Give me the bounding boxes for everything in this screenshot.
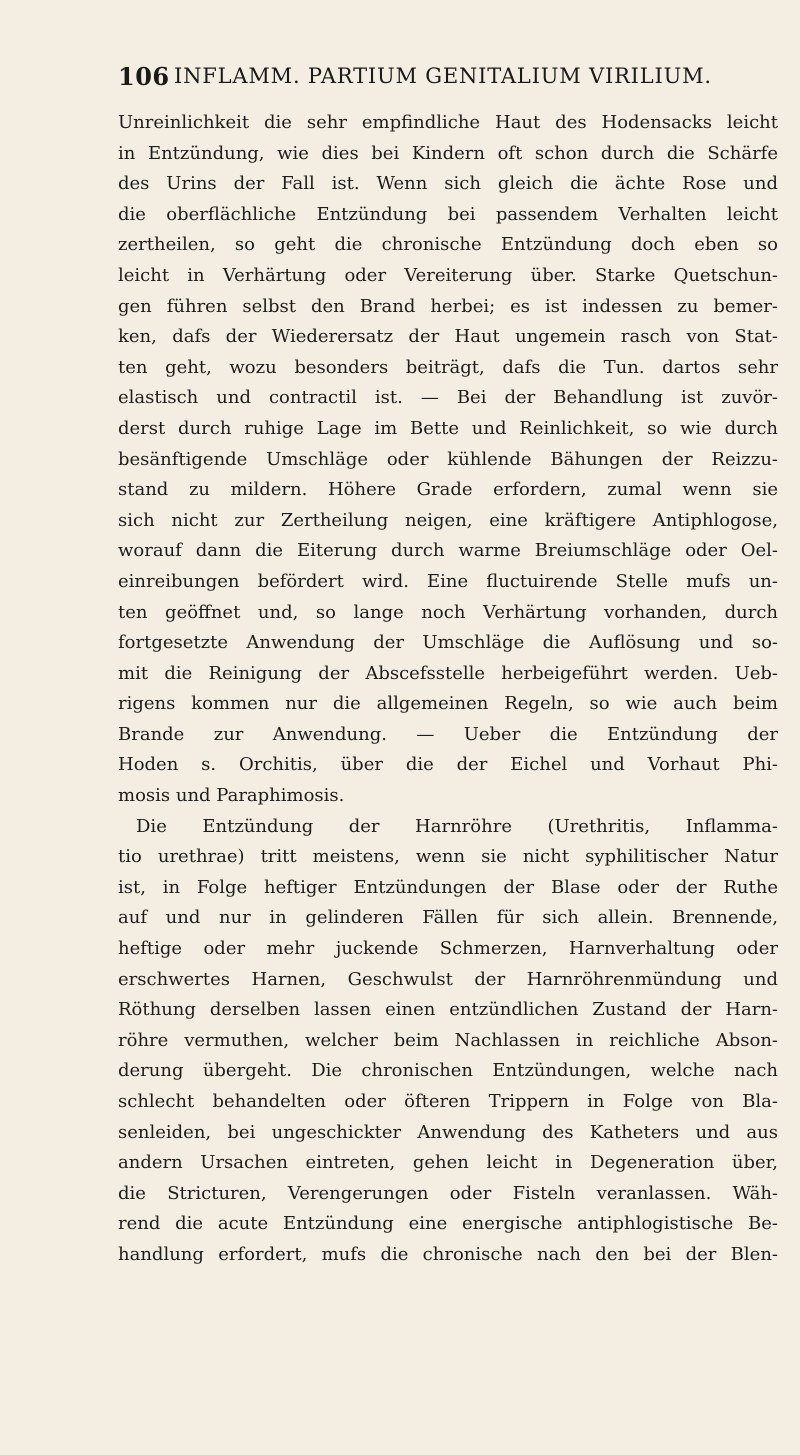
text-line: röhre vermuthen, welcher beim Nachlassen in reichliche Abson- (118, 1029, 778, 1051)
text-line: andern Ursachen eintreten, gehen leicht in Degeneration über, (118, 1152, 778, 1174)
text-line: stand zu mildern. Höhere Grade erfordern, zumal wenn sie (118, 479, 778, 501)
text-line: Röthung derselben lassen einen entzündlichen Zustand der Harn- (118, 999, 778, 1021)
text-line: Hoden s. Orchitis, über die der Eichel und Vorhaut Phi- (118, 754, 778, 776)
text-line: derst durch ruhige Lage im Bette und Reinlichkeit, so wie durch (118, 417, 778, 439)
text-line: auf und nur in gelinderen Fällen für sich allein. Brennende, (118, 907, 778, 929)
text-line: Brande zur Anwendung. — Ueber die Entzündung der (118, 723, 778, 745)
text-line: senleiden, bei ungeschickter Anwendung des Katheters und aus (118, 1121, 778, 1143)
text-line: leicht in Verhärtung oder Vereiterung über. Starke Quetschun- (118, 264, 778, 286)
running-title: INFLAMM. PARTIUM GENITALIUM VIRILIUM. (174, 64, 712, 88)
text-line: Die Entzündung der Harnröhre (Urethritis, Inflamma- (136, 815, 778, 837)
text-line: tio urethrae) tritt meistens, wenn sie nicht syphilitischer Natur (118, 846, 778, 868)
text-line: die oberflächliche Entzündung bei passendem Verhalten leicht (118, 203, 778, 225)
text-line: ten geht, wozu besonders beiträgt, dafs die Tun. dartos sehr (118, 356, 778, 378)
page-number: 106 (118, 62, 170, 91)
text-line: fortgesetzte Anwendung der Umschläge die Auflösung und so- (118, 632, 778, 654)
text-line: elastisch und contractil ist. — Bei der Behandlung ist zuvör- (118, 387, 778, 409)
text-line: ten geöffnet und, so lange noch Verhärtung vorhanden, durch (118, 601, 778, 623)
text-line: erschwertes Harnen, Geschwulst der Harnröhrenmündung und (118, 968, 778, 990)
text-line: in Entzündung, wie dies bei Kindern oft schon durch die Schärfe (118, 142, 778, 164)
text-line: heftige oder mehr juckende Schmerzen, Harnverhaltung oder (118, 938, 778, 960)
text-line: mosis und Paraphimosis. (118, 785, 345, 807)
text-line: schlecht behandelten oder öfteren Trippern in Folge von Bla- (118, 1091, 778, 1112)
text-line: Unreinlichkeit die sehr empfindliche Haut des Hodensacks leicht (118, 112, 778, 133)
text-line: handlung erfordert, mufs die chronische nach den bei der Blen- (118, 1243, 778, 1265)
body-text (118, 108, 778, 1271)
text-line: mit die Reinigung der Abscefsstelle herbeigeführt werden. Ueb- (118, 662, 778, 684)
text-line: sich nicht zur Zertheilung neigen, eine kräftigere Antiphlogose, (118, 509, 778, 531)
page-header (118, 62, 778, 102)
text-line: rend die acute Entzündung eine energische antiphlogistische Be- (118, 1213, 778, 1235)
text-line: einreibungen befördert wird. Eine fluctuirende Stelle mufs un- (118, 570, 778, 592)
text-line: ist, in Folge heftiger Entzündungen der Blase oder der Ruthe (118, 876, 778, 898)
text-line: rigens kommen nur die allgemeinen Regeln, so wie auch beim (118, 693, 778, 715)
text-line: gen führen selbst den Brand herbei; es ist indessen zu bemer- (118, 295, 778, 317)
text-line: ken, dafs der Wiederersatz der Haut ungemein rasch von Stat- (118, 326, 778, 348)
text-line: besänftigende Umschläge oder kühlende Bähungen der Reizzu- (118, 448, 778, 470)
text-line: die Stricturen, Verengerungen oder Fisteln veranlassen. Wäh- (118, 1182, 778, 1204)
text-line: des Urins der Fall ist. Wenn sich gleich die ächte Rose und (118, 173, 778, 195)
text-line: derung übergeht. Die chronischen Entzündungen, welche nach (118, 1060, 778, 1082)
text-line: zertheilen, so geht die chronische Entzündung doch eben so (118, 234, 778, 256)
text-line: worauf dann die Eiterung durch warme Breiumschläge oder Oel- (118, 540, 778, 562)
